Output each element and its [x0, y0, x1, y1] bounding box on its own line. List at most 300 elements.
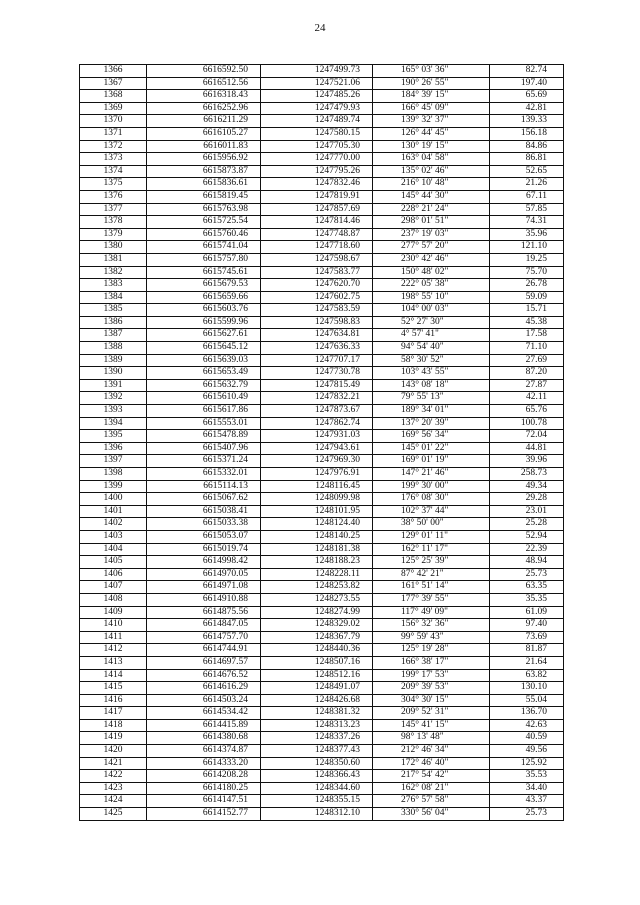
distance-cell: 65.69: [490, 90, 564, 103]
x-coordinate-cell: 6615645.12: [147, 342, 261, 355]
distance-cell: 26.78: [490, 279, 564, 292]
x-coordinate-cell: 6616011.83: [147, 140, 261, 153]
table-row: [80, 228, 564, 241]
bearing-cell: 125° 19' 28": [373, 644, 490, 657]
bearing-cell: 38° 50' 00": [373, 518, 490, 531]
y-coordinate-cell: 1247705.30: [261, 140, 373, 153]
point-number-cell: 1369: [80, 102, 147, 115]
y-coordinate-cell: 1248366.43: [261, 770, 373, 783]
point-number-cell: 1399: [80, 480, 147, 493]
point-number-cell: 1379: [80, 228, 147, 241]
distance-cell: 63.35: [490, 581, 564, 594]
x-coordinate-cell: 6615019.74: [147, 543, 261, 556]
table-row: [80, 153, 564, 166]
distance-cell: 52.65: [490, 165, 564, 178]
distance-cell: 43.37: [490, 795, 564, 808]
x-coordinate-cell: 6614180.25: [147, 782, 261, 795]
bearing-cell: 161° 51' 14": [373, 581, 490, 594]
point-number-cell: 1381: [80, 253, 147, 266]
table-row: [80, 631, 564, 644]
distance-cell: 100.78: [490, 417, 564, 430]
point-number-cell: 1408: [80, 593, 147, 606]
distance-cell: 121.10: [490, 241, 564, 254]
bearing-cell: 217° 54' 42": [373, 770, 490, 783]
y-coordinate-cell: 1247580.15: [261, 127, 373, 140]
y-coordinate-cell: 1248181.38: [261, 543, 373, 556]
distance-cell: 22.39: [490, 543, 564, 556]
table-row: [80, 530, 564, 543]
bearing-cell: 169° 56' 34": [373, 430, 490, 443]
point-number-cell: 1370: [80, 115, 147, 128]
x-coordinate-cell: 6615956.92: [147, 153, 261, 166]
x-coordinate-cell: 6614208.28: [147, 770, 261, 783]
x-coordinate-cell: 6616512.56: [147, 77, 261, 90]
x-coordinate-cell: 6615067.62: [147, 493, 261, 506]
table-row: [80, 682, 564, 695]
table-row: [80, 304, 564, 317]
table-row: [80, 115, 564, 128]
table-row: [80, 719, 564, 732]
y-coordinate-cell: 1247602.75: [261, 291, 373, 304]
distance-cell: 87.20: [490, 367, 564, 380]
table-row: [80, 455, 564, 468]
bearing-cell: 228° 21' 24": [373, 203, 490, 216]
table-row: [80, 568, 564, 581]
bearing-cell: 199° 30' 00": [373, 480, 490, 493]
y-coordinate-cell: 1247931.03: [261, 430, 373, 443]
distance-cell: 42.63: [490, 719, 564, 732]
bearing-cell: 87° 42' 21": [373, 568, 490, 581]
bearing-cell: 103° 43' 55": [373, 367, 490, 380]
bearing-cell: 126° 44' 45": [373, 127, 490, 140]
x-coordinate-cell: 6615679.53: [147, 279, 261, 292]
table-row: [80, 707, 564, 720]
point-number-cell: 1376: [80, 190, 147, 203]
distance-cell: 72.04: [490, 430, 564, 443]
table-row: [80, 379, 564, 392]
page-number: 24: [314, 22, 326, 34]
y-coordinate-cell: 1247862.74: [261, 417, 373, 430]
y-coordinate-cell: 1248099.98: [261, 493, 373, 506]
x-coordinate-cell: 6614910.88: [147, 593, 261, 606]
bearing-cell: 150° 48' 02": [373, 266, 490, 279]
point-number-cell: 1378: [80, 216, 147, 229]
x-coordinate-cell: 6614676.52: [147, 669, 261, 682]
x-coordinate-cell: 6615639.03: [147, 354, 261, 367]
table-row: [80, 619, 564, 632]
distance-cell: 61.09: [490, 606, 564, 619]
bearing-cell: 125° 25' 39": [373, 556, 490, 569]
bearing-cell: 102° 37' 44": [373, 505, 490, 518]
y-coordinate-cell: 1247598.83: [261, 316, 373, 329]
x-coordinate-cell: 6614147.51: [147, 795, 261, 808]
point-number-cell: 1393: [80, 405, 147, 418]
table-row: [80, 543, 564, 556]
x-coordinate-cell: 6616592.50: [147, 65, 261, 78]
x-coordinate-cell: 6615873.87: [147, 165, 261, 178]
bearing-cell: 165° 03' 36": [373, 65, 490, 78]
distance-cell: 29.28: [490, 493, 564, 506]
y-coordinate-cell: 1247770.00: [261, 153, 373, 166]
bearing-cell: 330° 56' 04": [373, 808, 490, 821]
bearing-cell: 99° 59' 43": [373, 631, 490, 644]
point-number-cell: 1371: [80, 127, 147, 140]
x-coordinate-cell: 6615760.46: [147, 228, 261, 241]
bearing-cell: 104° 00' 03": [373, 304, 490, 317]
bearing-cell: 304° 30' 15": [373, 694, 490, 707]
table-row: [80, 127, 564, 140]
bearing-cell: 276° 57' 58": [373, 795, 490, 808]
bearing-cell: 198° 55' 10": [373, 291, 490, 304]
distance-cell: 23.01: [490, 505, 564, 518]
point-number-cell: 1388: [80, 342, 147, 355]
point-number-cell: 1396: [80, 442, 147, 455]
point-number-cell: 1411: [80, 631, 147, 644]
y-coordinate-cell: 1247976.91: [261, 468, 373, 481]
point-number-cell: 1377: [80, 203, 147, 216]
point-number-cell: 1387: [80, 329, 147, 342]
y-coordinate-cell: 1248274.99: [261, 606, 373, 619]
y-coordinate-cell: 1247636.33: [261, 342, 373, 355]
y-coordinate-cell: 1247969.30: [261, 455, 373, 468]
table-row: [80, 468, 564, 481]
table-row: [80, 808, 564, 821]
x-coordinate-cell: 6615371.24: [147, 455, 261, 468]
distance-cell: 17.58: [490, 329, 564, 342]
distance-cell: 39.96: [490, 455, 564, 468]
distance-cell: 21.26: [490, 178, 564, 191]
point-number-cell: 1373: [80, 153, 147, 166]
y-coordinate-cell: 1247795.26: [261, 165, 373, 178]
x-coordinate-cell: 6616211.29: [147, 115, 261, 128]
table-row: [80, 367, 564, 380]
y-coordinate-cell: 1247819.91: [261, 190, 373, 203]
bearing-cell: 145° 41' 15": [373, 719, 490, 732]
table-row: [80, 795, 564, 808]
bearing-cell: 209° 39' 53": [373, 682, 490, 695]
bearing-cell: 117° 49' 09": [373, 606, 490, 619]
distance-cell: 136.70: [490, 707, 564, 720]
table-row: [80, 291, 564, 304]
y-coordinate-cell: 1248337.26: [261, 732, 373, 745]
y-coordinate-cell: 1248124.40: [261, 518, 373, 531]
bearing-cell: 212° 46' 34": [373, 745, 490, 758]
bearing-cell: 162° 08' 21": [373, 782, 490, 795]
distance-cell: 25.73: [490, 568, 564, 581]
y-coordinate-cell: 1247730.78: [261, 367, 373, 380]
point-number-cell: 1425: [80, 808, 147, 821]
y-coordinate-cell: 1247521.06: [261, 77, 373, 90]
distance-cell: 27.87: [490, 379, 564, 392]
bearing-cell: 143° 08' 18": [373, 379, 490, 392]
point-number-cell: 1383: [80, 279, 147, 292]
table-row: [80, 253, 564, 266]
table-row: [80, 417, 564, 430]
x-coordinate-cell: 6615757.80: [147, 253, 261, 266]
bearing-cell: 189° 34' 01": [373, 405, 490, 418]
bearing-cell: 169° 01' 19": [373, 455, 490, 468]
distance-cell: 156.18: [490, 127, 564, 140]
table-row: [80, 90, 564, 103]
distance-cell: 130.10: [490, 682, 564, 695]
x-coordinate-cell: 6614971.08: [147, 581, 261, 594]
y-coordinate-cell: 1248344.60: [261, 782, 373, 795]
y-coordinate-cell: 1247943.61: [261, 442, 373, 455]
point-number-cell: 1420: [80, 745, 147, 758]
point-number-cell: 1419: [80, 732, 147, 745]
y-coordinate-cell: 1247583.77: [261, 266, 373, 279]
distance-cell: 35.53: [490, 770, 564, 783]
point-number-cell: 1423: [80, 782, 147, 795]
bearing-cell: 199° 17' 53": [373, 669, 490, 682]
table-row: [80, 329, 564, 342]
distance-cell: 35.35: [490, 593, 564, 606]
x-coordinate-cell: 6614380.68: [147, 732, 261, 745]
x-coordinate-cell: 6614503.24: [147, 694, 261, 707]
x-coordinate-cell: 6615033.38: [147, 518, 261, 531]
point-number-cell: 1389: [80, 354, 147, 367]
x-coordinate-cell: 6616252.96: [147, 102, 261, 115]
x-coordinate-cell: 6615599.96: [147, 316, 261, 329]
x-coordinate-cell: 6615763.98: [147, 203, 261, 216]
table-row: [80, 430, 564, 443]
bearing-cell: 139° 32' 37": [373, 115, 490, 128]
distance-cell: 48.94: [490, 556, 564, 569]
bearing-cell: 222° 05' 38": [373, 279, 490, 292]
x-coordinate-cell: 6615407.96: [147, 442, 261, 455]
y-coordinate-cell: 1247815.49: [261, 379, 373, 392]
x-coordinate-cell: 6614998.42: [147, 556, 261, 569]
point-number-cell: 1424: [80, 795, 147, 808]
bearing-cell: 190° 26' 55": [373, 77, 490, 90]
x-coordinate-cell: 6614333.20: [147, 757, 261, 770]
x-coordinate-cell: 6615632.79: [147, 379, 261, 392]
y-coordinate-cell: 1248253.82: [261, 581, 373, 594]
table-row: [80, 745, 564, 758]
table-row: [80, 644, 564, 657]
point-number-cell: 1404: [80, 543, 147, 556]
table-row: [80, 178, 564, 191]
distance-cell: 67.11: [490, 190, 564, 203]
point-number-cell: 1406: [80, 568, 147, 581]
distance-cell: 125.92: [490, 757, 564, 770]
y-coordinate-cell: 1248140.25: [261, 530, 373, 543]
y-coordinate-cell: 1248440.36: [261, 644, 373, 657]
y-coordinate-cell: 1247832.21: [261, 392, 373, 405]
table-row: [80, 556, 564, 569]
bearing-cell: 277° 57' 20": [373, 241, 490, 254]
point-number-cell: 1386: [80, 316, 147, 329]
distance-cell: 57.85: [490, 203, 564, 216]
bearing-cell: 94° 54' 40": [373, 342, 490, 355]
table-row: [80, 203, 564, 216]
table-row: [80, 392, 564, 405]
bearing-cell: 147° 21' 46": [373, 468, 490, 481]
distance-cell: 197.40: [490, 77, 564, 90]
y-coordinate-cell: 1247479.93: [261, 102, 373, 115]
point-number-cell: 1385: [80, 304, 147, 317]
distance-cell: 86.81: [490, 153, 564, 166]
table-row: [80, 505, 564, 518]
table-row: [80, 669, 564, 682]
y-coordinate-cell: 1248367.79: [261, 631, 373, 644]
point-number-cell: 1414: [80, 669, 147, 682]
distance-cell: 59.09: [490, 291, 564, 304]
point-number-cell: 1390: [80, 367, 147, 380]
x-coordinate-cell: 6616105.27: [147, 127, 261, 140]
bearing-cell: 98° 13' 48": [373, 732, 490, 745]
table-row: [80, 216, 564, 229]
bearing-cell: 298° 01' 51": [373, 216, 490, 229]
point-number-cell: 1403: [80, 530, 147, 543]
distance-cell: 82.74: [490, 65, 564, 78]
x-coordinate-cell: 6615627.61: [147, 329, 261, 342]
y-coordinate-cell: 1247748.87: [261, 228, 373, 241]
table-row: [80, 770, 564, 783]
bearing-cell: 58° 30' 52": [373, 354, 490, 367]
y-coordinate-cell: 1248381.32: [261, 707, 373, 720]
point-number-cell: 1375: [80, 178, 147, 191]
bearing-cell: 137° 20' 39": [373, 417, 490, 430]
point-number-cell: 1402: [80, 518, 147, 531]
x-coordinate-cell: 6614744.91: [147, 644, 261, 657]
x-coordinate-cell: 6615653.49: [147, 367, 261, 380]
x-coordinate-cell: 6615038.41: [147, 505, 261, 518]
point-number-cell: 1374: [80, 165, 147, 178]
distance-cell: 21.64: [490, 656, 564, 669]
y-coordinate-cell: 1247634.81: [261, 329, 373, 342]
point-number-cell: 1422: [80, 770, 147, 783]
distance-cell: 15.71: [490, 304, 564, 317]
distance-cell: 75.70: [490, 266, 564, 279]
table-row: [80, 316, 564, 329]
bearing-cell: 184° 39' 15": [373, 90, 490, 103]
bearing-cell: 209° 52' 31": [373, 707, 490, 720]
y-coordinate-cell: 1247620.70: [261, 279, 373, 292]
point-number-cell: 1367: [80, 77, 147, 90]
distance-cell: 25.73: [490, 808, 564, 821]
point-number-cell: 1395: [80, 430, 147, 443]
bearing-cell: 177° 39' 55": [373, 593, 490, 606]
y-coordinate-cell: 1248355.15: [261, 795, 373, 808]
distance-cell: 55.04: [490, 694, 564, 707]
table-row: [80, 102, 564, 115]
y-coordinate-cell: 1248329.02: [261, 619, 373, 632]
distance-cell: 74.31: [490, 216, 564, 229]
bearing-cell: 145° 01' 22": [373, 442, 490, 455]
coordinates-table: [79, 64, 564, 821]
point-number-cell: 1382: [80, 266, 147, 279]
bearing-cell: 163° 04' 58": [373, 153, 490, 166]
table-row: [80, 342, 564, 355]
x-coordinate-cell: 6614757.70: [147, 631, 261, 644]
table-row: [80, 493, 564, 506]
table-row: [80, 694, 564, 707]
table-row: [80, 480, 564, 493]
x-coordinate-cell: 6615819.45: [147, 190, 261, 203]
x-coordinate-cell: 6615659.66: [147, 291, 261, 304]
y-coordinate-cell: 1248101.95: [261, 505, 373, 518]
point-number-cell: 1366: [80, 65, 147, 78]
x-coordinate-cell: 6615745.61: [147, 266, 261, 279]
x-coordinate-cell: 6615332.01: [147, 468, 261, 481]
bearing-cell: 172° 46' 40": [373, 757, 490, 770]
y-coordinate-cell: 1248312.10: [261, 808, 373, 821]
coordinates-table-body: [80, 65, 564, 821]
x-coordinate-cell: 6614847.05: [147, 619, 261, 632]
distance-cell: 73.69: [490, 631, 564, 644]
distance-cell: 40.59: [490, 732, 564, 745]
distance-cell: 258.73: [490, 468, 564, 481]
distance-cell: 49.56: [490, 745, 564, 758]
point-number-cell: 1397: [80, 455, 147, 468]
bearing-cell: 4° 57' 41": [373, 329, 490, 342]
bearing-cell: 52° 27' 30": [373, 316, 490, 329]
x-coordinate-cell: 6615603.76: [147, 304, 261, 317]
y-coordinate-cell: 1248377.43: [261, 745, 373, 758]
bearing-cell: 216° 10' 48": [373, 178, 490, 191]
y-coordinate-cell: 1248507.16: [261, 656, 373, 669]
point-number-cell: 1413: [80, 656, 147, 669]
point-number-cell: 1416: [80, 694, 147, 707]
bearing-cell: 156° 32' 36": [373, 619, 490, 632]
y-coordinate-cell: 1247485.26: [261, 90, 373, 103]
point-number-cell: 1384: [80, 291, 147, 304]
point-number-cell: 1401: [80, 505, 147, 518]
point-number-cell: 1417: [80, 707, 147, 720]
table-row: [80, 518, 564, 531]
bearing-cell: 162° 11' 17": [373, 543, 490, 556]
x-coordinate-cell: 6614616.29: [147, 682, 261, 695]
x-coordinate-cell: 6615114.13: [147, 480, 261, 493]
y-coordinate-cell: 1247857.69: [261, 203, 373, 216]
table-row: [80, 266, 564, 279]
point-number-cell: 1398: [80, 468, 147, 481]
y-coordinate-cell: 1248273.55: [261, 593, 373, 606]
distance-cell: 44.81: [490, 442, 564, 455]
bearing-cell: 130° 19' 15": [373, 140, 490, 153]
y-coordinate-cell: 1248313.23: [261, 719, 373, 732]
table-row: [80, 279, 564, 292]
x-coordinate-cell: 6615053.07: [147, 530, 261, 543]
table-row: [80, 442, 564, 455]
table-row: [80, 241, 564, 254]
distance-cell: 71.10: [490, 342, 564, 355]
bearing-cell: 135° 02' 46": [373, 165, 490, 178]
table-row: [80, 593, 564, 606]
table-row: [80, 606, 564, 619]
x-coordinate-cell: 6615610.49: [147, 392, 261, 405]
x-coordinate-cell: 6614875.56: [147, 606, 261, 619]
bearing-cell: 166° 45' 09": [373, 102, 490, 115]
table-row: [80, 65, 564, 78]
point-number-cell: 1418: [80, 719, 147, 732]
table-row: [80, 165, 564, 178]
x-coordinate-cell: 6616318.43: [147, 90, 261, 103]
distance-cell: 84.86: [490, 140, 564, 153]
bearing-cell: 79° 55' 13": [373, 392, 490, 405]
y-coordinate-cell: 1247707.17: [261, 354, 373, 367]
y-coordinate-cell: 1247598.67: [261, 253, 373, 266]
x-coordinate-cell: 6614374.87: [147, 745, 261, 758]
point-number-cell: 1415: [80, 682, 147, 695]
point-number-cell: 1407: [80, 581, 147, 594]
bearing-cell: 176° 08' 30": [373, 493, 490, 506]
bearing-cell: 230° 42' 46": [373, 253, 490, 266]
bearing-cell: 237° 19' 03": [373, 228, 490, 241]
x-coordinate-cell: 6614415.89: [147, 719, 261, 732]
distance-cell: 97.40: [490, 619, 564, 632]
